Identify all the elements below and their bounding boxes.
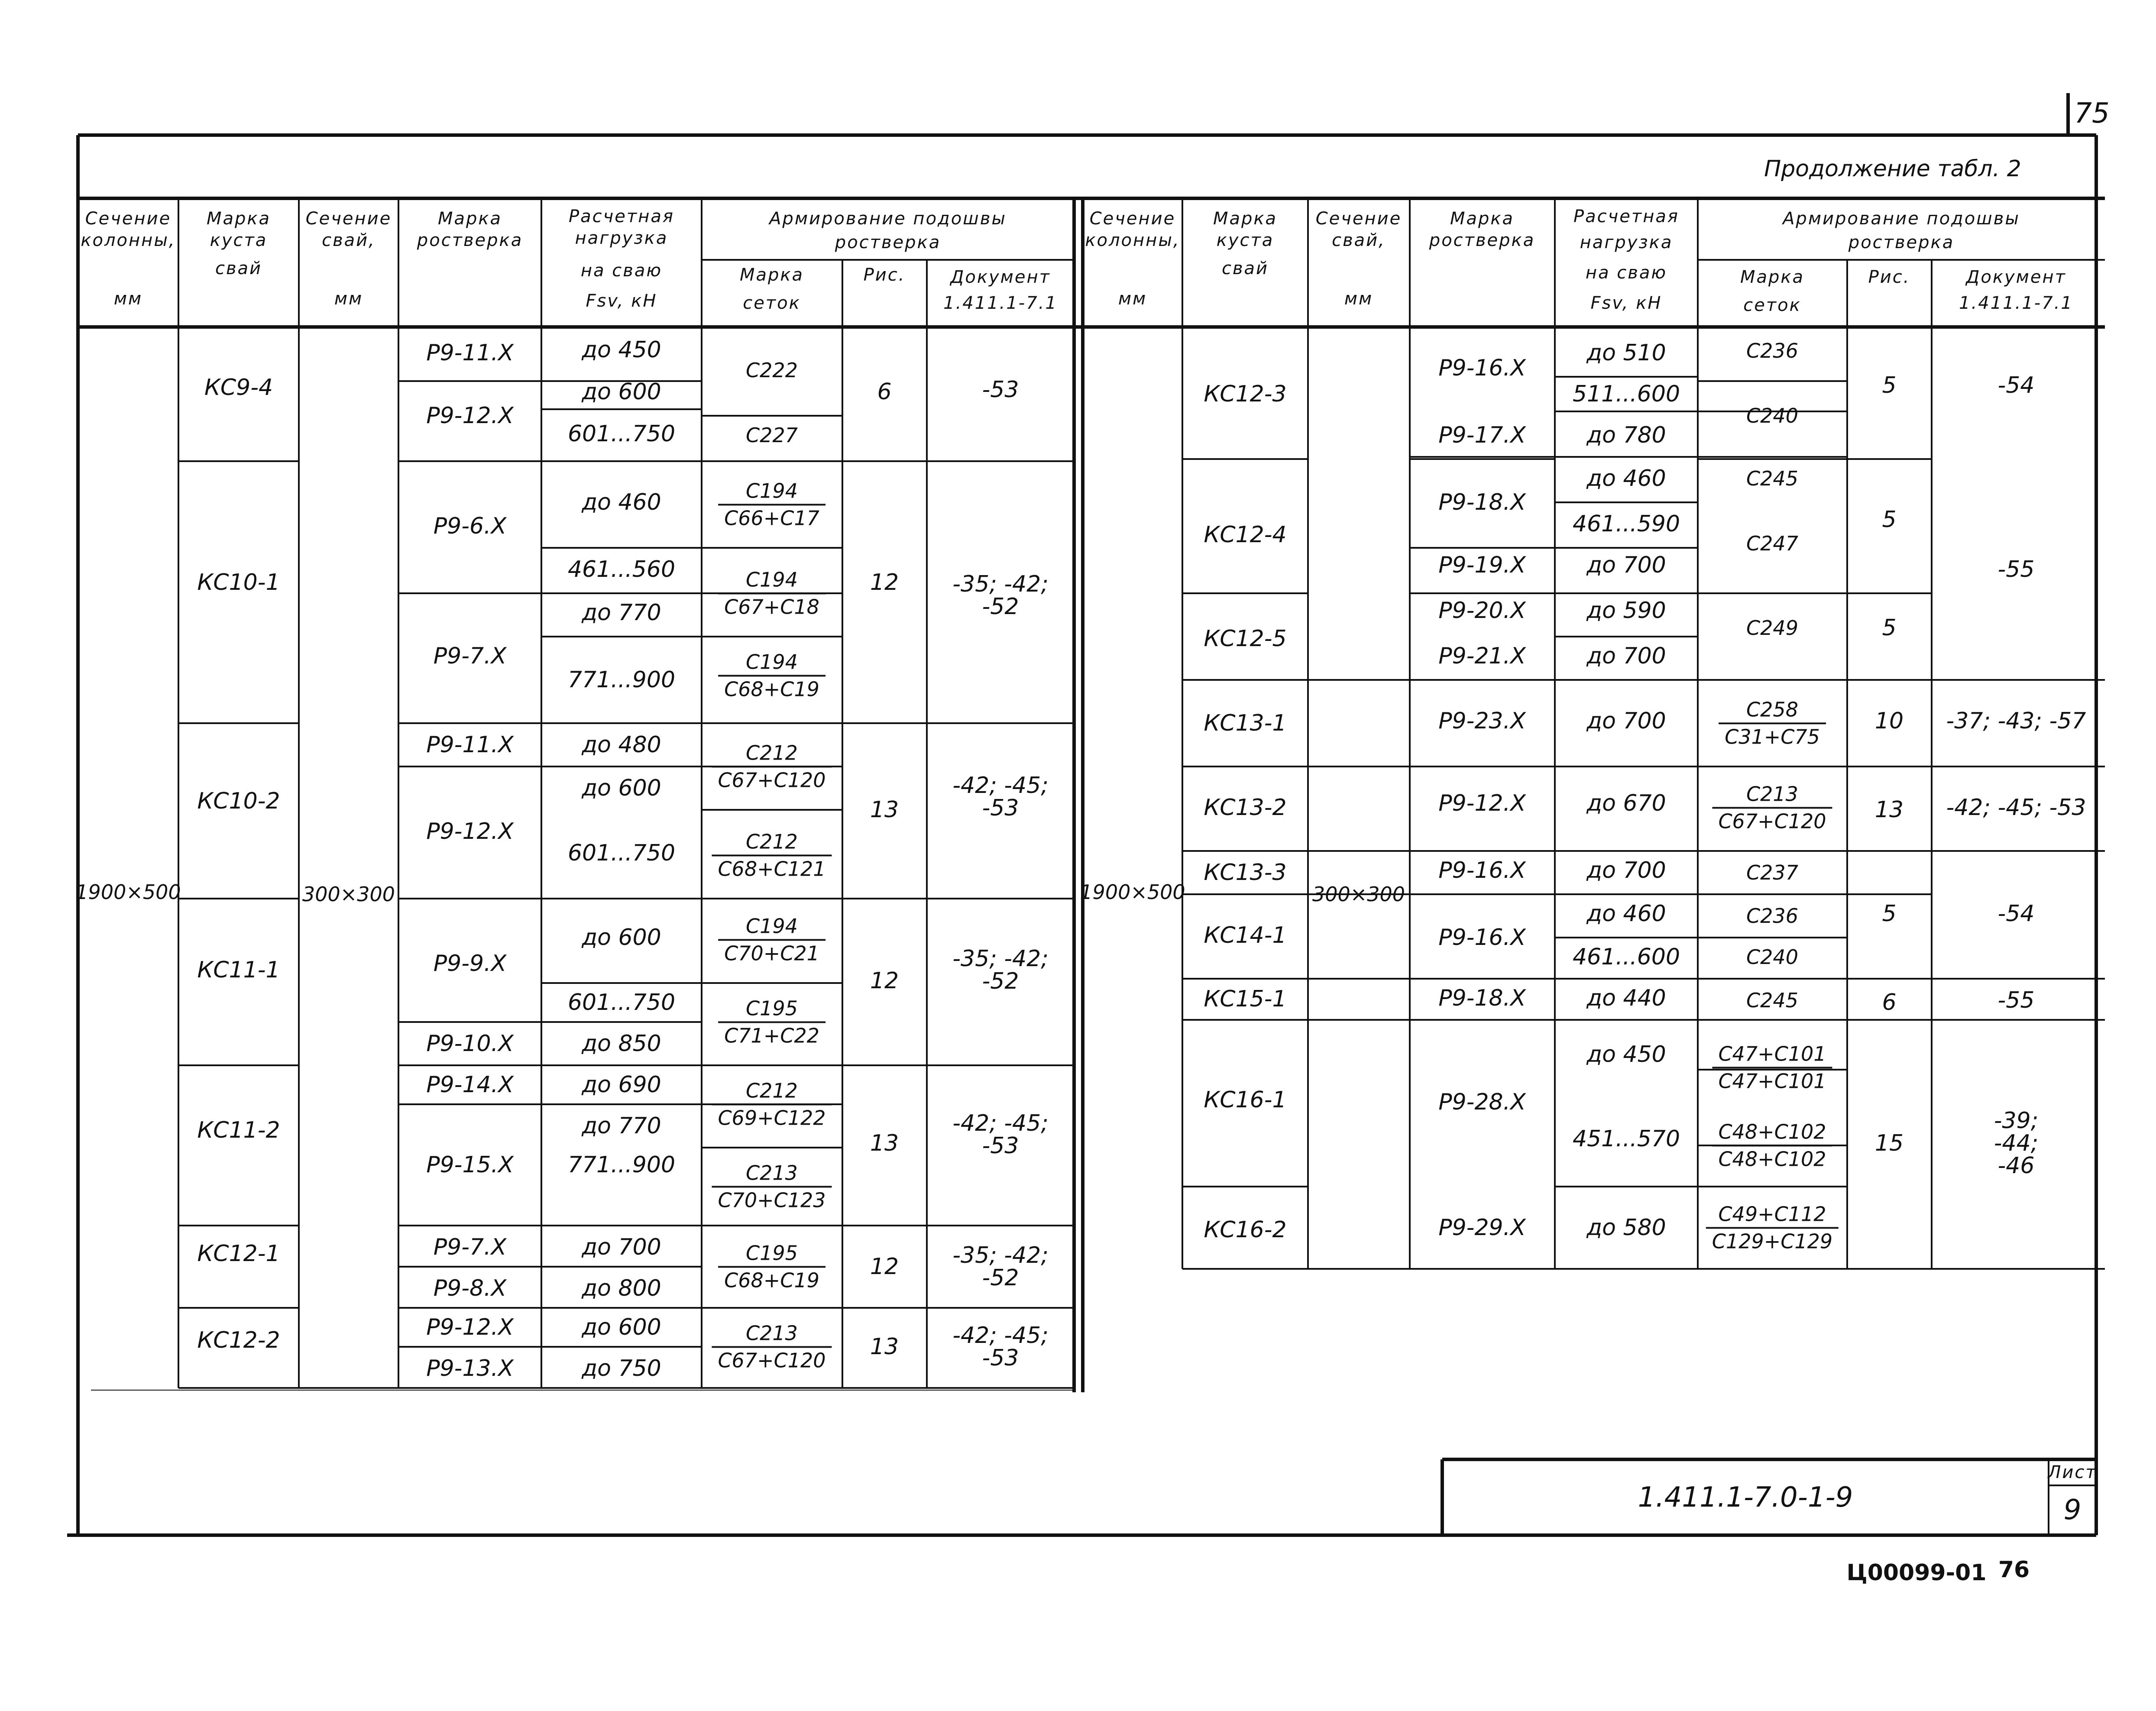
right-mesh-fraction: С48+С102 С48+С102 [1712, 1119, 1832, 1171]
right-mesh: С245 [1746, 467, 1798, 490]
right-doc: -54 [1997, 372, 2035, 398]
left-fig: 13 [870, 797, 899, 823]
right-fig: 15 [1874, 1130, 1904, 1156]
header-load-l1-r: Расчетная [1573, 207, 1679, 226]
right-grillage: Р9-16.Х [1438, 925, 1526, 951]
header-mesh-l2: сеток [743, 293, 801, 313]
header-bush-l2-r: куста [1216, 230, 1274, 250]
right-load: до 700 [1586, 857, 1666, 883]
header-load-l4: Fsv, кН [586, 291, 657, 311]
left-load: 601...750 [567, 840, 676, 866]
right-pile-section: 300×300 [1312, 883, 1405, 906]
header-load-l3: на сваю [580, 261, 663, 281]
header-bush-l1-r: Марка [1213, 209, 1278, 229]
header-load-l1: Расчетная [569, 207, 674, 226]
header-load-l4-r: Fsv, кН [1590, 293, 1662, 313]
left-mesh-fraction: С195 С68+С19 [718, 1240, 825, 1293]
header-arm-l2-r: ростверка [1848, 233, 1955, 252]
left-bush: КС9-4 [204, 375, 273, 401]
header-arm-l1-r: Армирование подошвы [1783, 209, 2020, 229]
right-doc: -42; -45; -53 [1946, 795, 2086, 821]
left-bush: КС10-1 [197, 569, 280, 595]
left-fig: 12 [870, 968, 899, 994]
left-grillage: Р9-7.Х [433, 643, 507, 669]
header-grill-l2: ростверка [417, 230, 523, 250]
left-load: до 750 [582, 1355, 661, 1381]
right-fig: 5 [1882, 372, 1897, 398]
left-doc: -35; -42; -52 [952, 1242, 1049, 1291]
right-load: до 780 [1586, 422, 1666, 448]
left-column-section: 1900×500 [75, 880, 181, 904]
left-mesh-fraction: С194 С68+С19 [718, 649, 825, 702]
right-fig: 5 [1882, 507, 1897, 533]
right-mesh-fraction: С47+С101 С47+С101 [1712, 1041, 1832, 1093]
right-grillage: Р9-12.Х [1438, 790, 1526, 816]
left-load: до 480 [582, 732, 661, 758]
left-mesh-fraction: С195 С71+С22 [718, 996, 825, 1048]
right-grillage: Р9-20.Х [1438, 598, 1526, 624]
right-bush: КС16-1 [1204, 1087, 1287, 1113]
right-doc: -54 [1997, 901, 2035, 927]
left-grillage: Р9-12.Х [426, 1314, 514, 1340]
header-load-l2-r: нагрузка [1580, 233, 1673, 252]
right-bush: КС13-3 [1204, 860, 1287, 886]
header-section-unit: мм [113, 289, 143, 309]
left-doc: -53 [982, 377, 1019, 403]
right-grillage: Р9-21.Х [1438, 643, 1526, 669]
left-load: до 450 [582, 337, 661, 363]
right-doc: -37; -43; -57 [1946, 708, 2086, 734]
right-grillage: Р9-23.Х [1438, 708, 1526, 734]
left-grillage: Р9-6.Х [433, 513, 507, 539]
left-fig: 12 [870, 1254, 899, 1280]
page-number: 75 [2074, 97, 2110, 129]
right-column-section: 1900×500 [1080, 880, 1185, 904]
header-pile-l2-r: свай, [1332, 230, 1386, 250]
right-load: до 460 [1586, 466, 1666, 492]
header-doc-l2: 1.411.1-7.1 [943, 293, 1058, 313]
right-load: 511...600 [1572, 381, 1680, 407]
right-grillage: Р9-16.Х [1438, 355, 1526, 381]
right-load: до 580 [1586, 1215, 1666, 1241]
right-load: до 450 [1586, 1041, 1666, 1067]
right-fig: 5 [1882, 901, 1897, 927]
header-bush-l3-r: свай [1221, 259, 1269, 278]
left-grillage: Р9-13.Х [426, 1355, 514, 1381]
right-load: до 590 [1586, 598, 1666, 624]
left-fig: 13 [870, 1334, 899, 1360]
right-mesh-fraction: С213 С67+С120 [1712, 781, 1832, 834]
right-bush: КС12-3 [1204, 381, 1287, 407]
left-load: до 600 [582, 379, 661, 405]
header-section-l1: Сечение [85, 209, 172, 229]
right-mesh: С236 [1746, 339, 1798, 362]
left-mesh: С222 [746, 359, 798, 382]
header-grill-l1-r: Марка [1450, 209, 1515, 229]
right-mesh: С237 [1746, 861, 1798, 884]
left-load: 771...900 [567, 667, 676, 693]
right-mesh: С240 [1746, 945, 1798, 969]
header-pile-l1: Сечение [305, 209, 392, 229]
left-fig: 6 [877, 379, 892, 405]
header-pile-l1-r: Сечение [1315, 209, 1402, 229]
header-mesh-l2-r: сеток [1743, 295, 1801, 315]
right-grillage: Р9-29.Х [1438, 1215, 1526, 1241]
right-load: 451...570 [1572, 1126, 1680, 1152]
left-load: 601...750 [567, 421, 676, 447]
right-doc: -39; -44; -46 [1994, 1108, 2039, 1179]
header-doc-l1-r: Документ [1966, 267, 2066, 287]
left-grillage: Р9-7.Х [433, 1234, 507, 1260]
left-grillage: Р9-15.Х [426, 1152, 514, 1178]
left-load: до 770 [582, 600, 661, 626]
left-doc: -35; -42; -52 [952, 946, 1049, 994]
right-mesh: С247 [1746, 532, 1798, 555]
right-grillage: Р9-19.Х [1438, 552, 1526, 578]
right-bush: КС12-5 [1204, 626, 1287, 652]
left-grillage: Р9-9.Х [433, 951, 507, 977]
right-fig: 6 [1882, 990, 1897, 1016]
right-load: до 670 [1586, 790, 1666, 816]
header-mesh-l1-r: Марка [1740, 267, 1805, 287]
left-load: 461...560 [567, 556, 676, 582]
left-mesh-fraction: С194 С67+С18 [718, 567, 825, 619]
left-grillage: Р9-11.Х [426, 340, 514, 366]
left-bush: КС11-1 [197, 957, 280, 983]
left-grillage: Р9-14.Х [426, 1072, 514, 1098]
header-bush-l1: Марка [206, 209, 271, 229]
header-mesh-l1: Марка [739, 265, 804, 285]
right-load: до 700 [1586, 708, 1666, 734]
left-load: до 600 [582, 925, 661, 951]
right-load: до 510 [1586, 340, 1666, 366]
header-pile-unit: мм [334, 289, 363, 309]
header-load-l3-r: на сваю [1585, 263, 1667, 283]
left-load: 771...900 [567, 1152, 676, 1178]
right-load: до 700 [1586, 552, 1666, 578]
header-pile-l2: свай, [322, 230, 376, 250]
table-title: Продолжение табл. 2 [1764, 156, 2021, 182]
header-fig-r: Рис. [1868, 267, 1910, 287]
left-doc: -42; -45; -53 [952, 1110, 1049, 1159]
right-mesh: С240 [1746, 404, 1798, 427]
right-load: до 440 [1586, 985, 1666, 1011]
left-doc: -42; -45; -53 [952, 773, 1049, 821]
archive-code: Ц00099-01 [1846, 1560, 1987, 1586]
left-load: до 690 [582, 1072, 661, 1098]
header-section-unit-r: мм [1118, 289, 1147, 309]
left-bush: КС12-1 [197, 1241, 280, 1267]
left-grillage: Р9-11.Х [426, 732, 514, 758]
left-load: до 770 [582, 1113, 661, 1139]
right-bush: КС16-2 [1204, 1217, 1287, 1243]
right-load: до 460 [1586, 901, 1666, 927]
right-fig: 5 [1882, 615, 1897, 641]
right-fig: 10 [1874, 708, 1904, 734]
left-load: до 800 [582, 1275, 661, 1301]
header-section-l1-r: Сечение [1089, 209, 1176, 229]
left-grillage: Р9-8.Х [433, 1275, 507, 1301]
right-grillage: Р9-18.Х [1438, 985, 1526, 1011]
right-mesh: С245 [1746, 989, 1798, 1012]
left-pile-section: 300×300 [302, 883, 395, 906]
header-bush-l2: куста [210, 230, 268, 250]
right-load: 461...590 [1572, 511, 1680, 537]
right-bush: КС15-1 [1204, 986, 1287, 1012]
header-section-l2: колонны, [81, 230, 176, 250]
archive-page: 76 [1998, 1557, 2030, 1583]
stamp-doc-code: 1.411.1-7.0-1-9 [1638, 1481, 1853, 1514]
header-arm-l1: Армирование подошвы [769, 209, 1007, 229]
left-mesh-fraction: С194 С66+С17 [718, 478, 825, 530]
header-grill-l2-r: ростверка [1429, 230, 1535, 250]
left-load: 601...750 [567, 990, 676, 1016]
right-mesh-fraction: С258 С31+С75 [1719, 697, 1826, 749]
right-mesh-fraction: С49+С112 С129+С129 [1706, 1201, 1839, 1254]
right-mesh: С236 [1746, 904, 1798, 928]
left-mesh-fraction: С213 С70+С123 [712, 1160, 832, 1213]
left-load: до 850 [582, 1031, 661, 1057]
right-load: 461...600 [1572, 944, 1680, 970]
header-grill-l1: Марка [437, 209, 502, 229]
header-section-l2-r: колонны, [1085, 230, 1180, 250]
left-load: до 460 [582, 489, 661, 515]
header-doc-l1: Документ [950, 267, 1051, 287]
header-fig: Рис. [863, 265, 906, 285]
left-mesh-fraction: С212 С68+С121 [712, 829, 832, 881]
left-doc: -35; -42; -52 [952, 571, 1049, 620]
left-fig: 12 [870, 569, 899, 595]
left-fig: 13 [870, 1130, 899, 1156]
right-grillage: Р9-18.Х [1438, 489, 1526, 515]
left-bush: КС10-2 [197, 788, 280, 814]
header-doc-l2-r: 1.411.1-7.1 [1959, 293, 2073, 313]
left-mesh-fraction: С194 С70+С21 [718, 913, 825, 966]
left-mesh-fraction: С212 С69+С122 [712, 1078, 832, 1130]
header-bush-l3: свай [215, 259, 262, 278]
left-bush: КС11-2 [197, 1117, 280, 1143]
stamp-sheet-number: 9 [2063, 1494, 2082, 1526]
left-grillage: Р9-12.Х [426, 818, 514, 844]
left-doc: -42; -45; -53 [952, 1323, 1049, 1371]
right-doc: -55 [1997, 987, 2035, 1013]
left-mesh-fraction: С213 С67+С120 [712, 1320, 832, 1373]
header-load-l2: нагрузка [575, 228, 668, 248]
left-load: до 700 [582, 1234, 661, 1260]
stamp-sheet-label: Лист [2048, 1462, 2097, 1482]
left-grillage: Р9-10.Х [426, 1031, 514, 1057]
header-pile-unit-r: мм [1344, 289, 1373, 309]
right-bush: КС14-1 [1204, 922, 1287, 948]
header-arm-l2: ростверка [835, 233, 941, 252]
right-bush: КС13-2 [1204, 795, 1287, 821]
left-load: до 600 [582, 775, 661, 801]
left-grillage: Р9-12.Х [426, 403, 514, 429]
left-mesh: С227 [746, 424, 798, 447]
right-bush: КС13-1 [1204, 710, 1287, 736]
right-fig: 13 [1874, 797, 1904, 823]
left-mesh-fraction: С212 С67+С120 [712, 740, 832, 792]
left-load: до 600 [582, 1314, 661, 1340]
right-bush: КС12-4 [1204, 522, 1287, 548]
right-mesh: С249 [1746, 616, 1798, 640]
right-grillage: Р9-17.Х [1438, 422, 1526, 448]
left-bush: КС12-2 [197, 1327, 280, 1353]
right-grillage: Р9-28.Х [1438, 1089, 1526, 1115]
right-doc: -55 [1997, 556, 2035, 582]
right-grillage: Р9-16.Х [1438, 857, 1526, 883]
right-load: до 700 [1586, 643, 1666, 669]
